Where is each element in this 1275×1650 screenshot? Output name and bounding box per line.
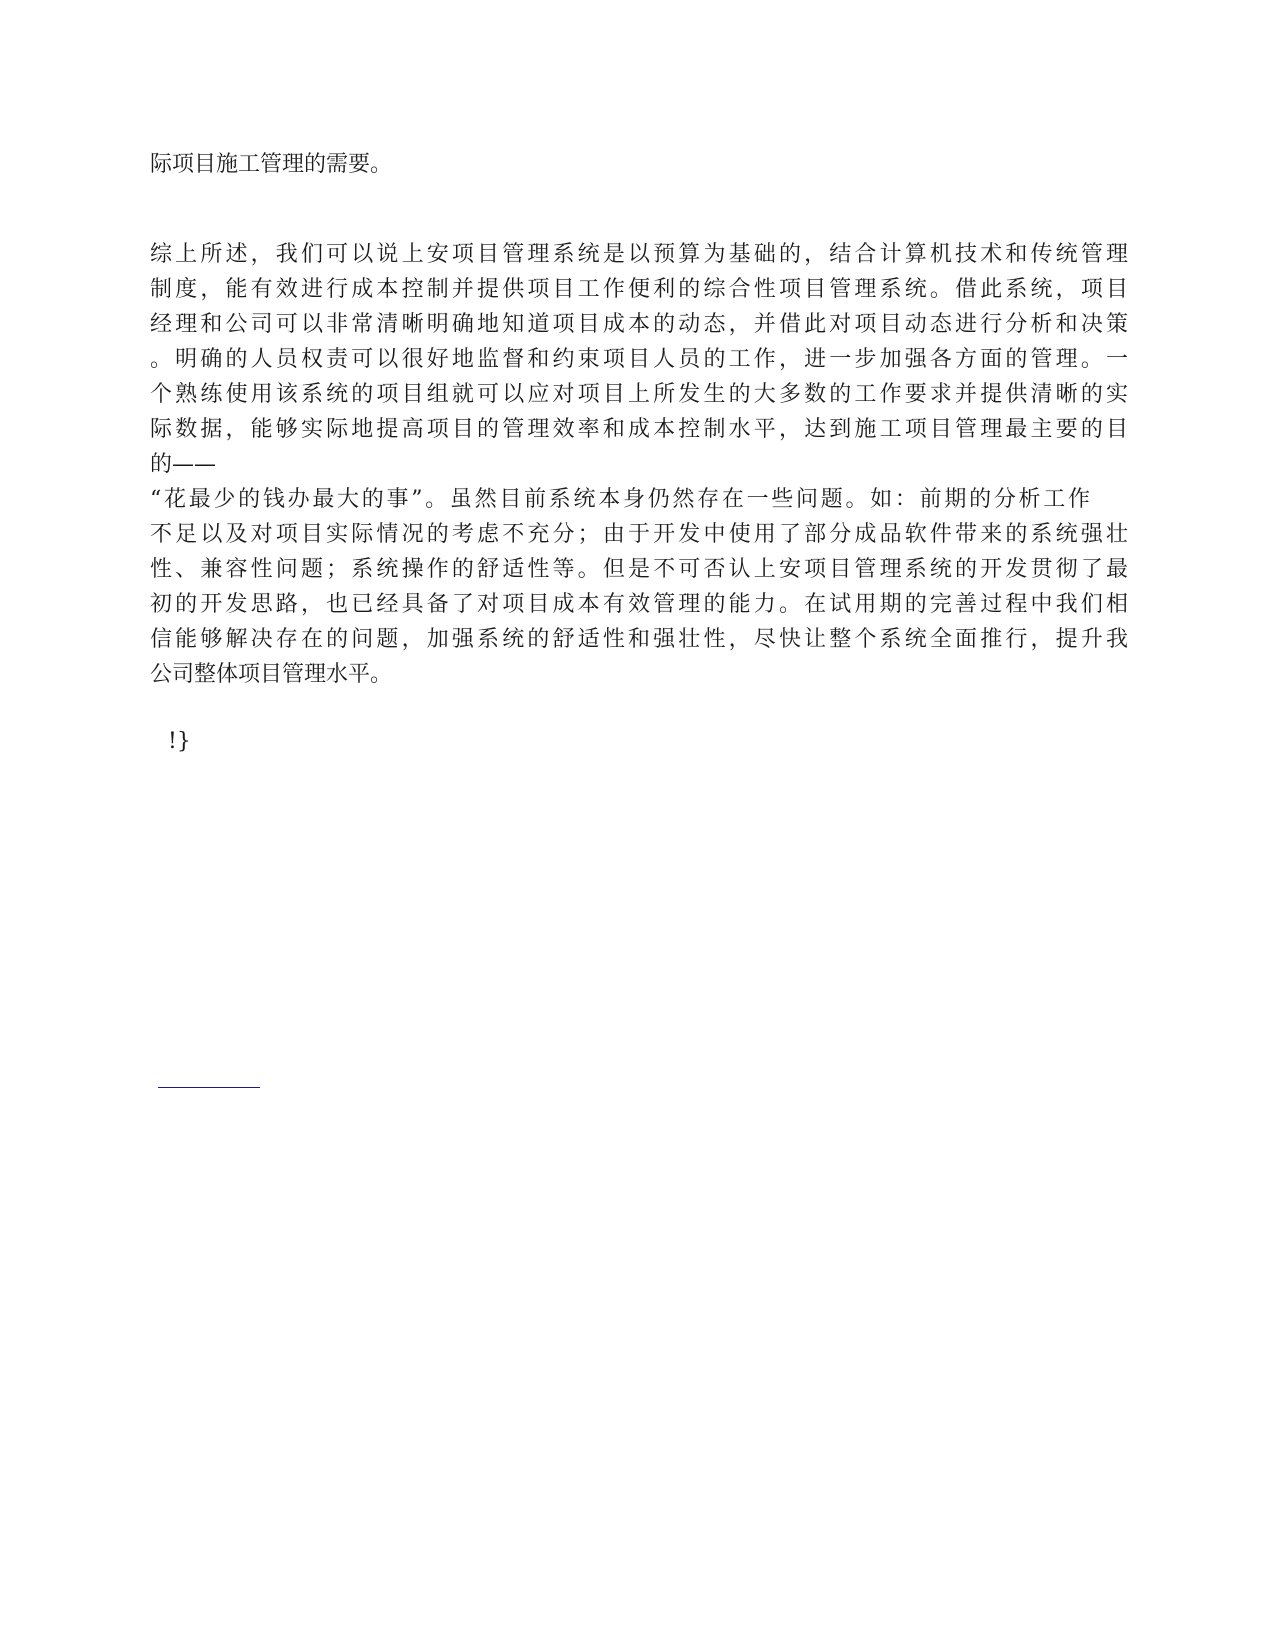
- paragraph-line: 性、兼容性问题；系统操作的舒适性等。但是不可否认上安项目管理系统的开发贯彻了最: [150, 557, 1128, 582]
- paragraph-line: 的——: [150, 452, 217, 477]
- opening-line: 际项目施工管理的需要。: [150, 152, 393, 177]
- paragraph-line: 公司整体项目管理水平。: [150, 662, 393, 687]
- paragraph-line: 经理和公司可以非常清晰明确地知道项目成本的动态，并借此对项目动态进行分析和决策: [150, 312, 1128, 337]
- paragraph-line: 不足以及对项目实际情况的考虑不充分；由于开发中使用了部分成品软件带来的系统强壮: [150, 522, 1128, 547]
- stray-mark: !}: [168, 729, 191, 754]
- paragraph-line: 。明确的人员权责可以很好地监督和约束项目人员的工作，进一步加强各方面的管理。一: [150, 347, 1128, 372]
- paragraph-line: 初的开发思路，也已经具备了对项目成本有效管理的能力。在试用期的完善过程中我们相: [150, 592, 1128, 617]
- paragraph-line: 制度，能有效进行成本控制并提供项目工作便利的综合性项目管理系统。借此系统，项目: [150, 277, 1128, 302]
- paragraph-line: 综上所述，我们可以说上安项目管理系统是以预算为基础的，结合计算机技术和传统管理: [150, 242, 1128, 267]
- footnote-separator: [158, 1087, 260, 1088]
- paragraph-line: 信能够解决存在的问题，加强系统的舒适性和强壮性，尽快让整个系统全面推行，提升我: [150, 627, 1128, 652]
- paragraph-line: 际数据，能够实际地提高项目的管理效率和成本控制水平，达到施工项目管理最主要的目: [150, 417, 1128, 442]
- paragraph-line: 个熟练使用该系统的项目组就可以应对项目上所发生的大多数的工作要求并提供清晰的实: [150, 382, 1128, 407]
- paragraph-line: “花最少的钱办最大的事”。虽然目前系统本身仍然存在一些问题。如：前期的分析工作: [150, 487, 1090, 512]
